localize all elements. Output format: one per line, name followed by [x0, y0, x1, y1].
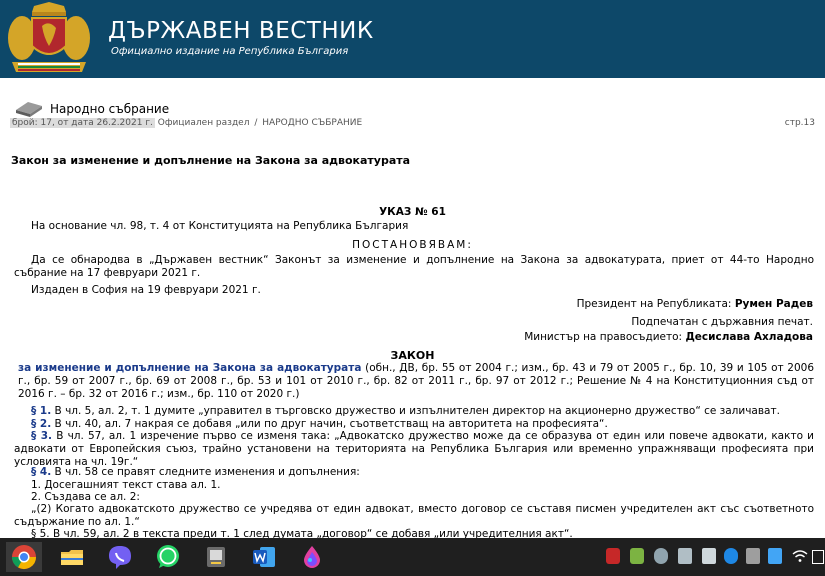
pdf-icon[interactable]: [606, 548, 620, 564]
list-item: 2. Създава се ал. 2:: [31, 491, 140, 503]
file-explorer-icon: [59, 544, 85, 570]
paint-icon: [299, 544, 325, 570]
law-heading: ЗАКОН: [390, 349, 435, 362]
law-references: (обн., ДВ, бр. 55 от 2004 г.; изм., бр. 43 и 79 от 2005 г., бр. 10, 39 и 105 от 2006 г., бр. 59 от 2007 г., бр. 69 от 2008 г., бр. 53 и 101 от 2010 г., бр. 82 от 2011 г., бр. 97 от 2012 г.; Решение № 4 на Конституционния съд от 2016 г. – бр. 32 от 2016 г.; изм., бр. 110 от 2020 г.): [18, 362, 814, 400]
minister-name: Десислава Ахладова: [685, 331, 813, 343]
minister-label: Министър на правосъдието:: [524, 331, 683, 343]
law-intro: [18, 362, 814, 401]
article-number[interactable]: § 2.: [31, 418, 52, 430]
tray-icon[interactable]: [746, 548, 760, 564]
article-text: В чл. 40, ал. 7 накрая се добавя „или по друг начин, съответстващ на авторитета на професията“.: [54, 418, 608, 430]
list-item: 1. Досегашният текст става ал. 1.: [31, 479, 221, 491]
taskbar-paint[interactable]: [294, 542, 330, 572]
taskbar-whatsapp[interactable]: [150, 542, 186, 572]
article-number[interactable]: § 4.: [31, 466, 52, 478]
chrome-icon: [11, 544, 37, 570]
breadcrumb: [10, 118, 815, 132]
site-header: [0, 0, 825, 78]
decree-heading: ПОСТАНОВЯВАМ:: [352, 239, 473, 251]
page-number: стр.13: [784, 118, 815, 128]
breadcrumb-subsection[interactable]: НАРОДНО СЪБРАНИЕ: [262, 118, 363, 128]
tray-icon[interactable]: [678, 548, 692, 564]
article-number[interactable]: § 1.: [31, 405, 52, 417]
minister-line: [10, 331, 813, 344]
viber-icon: [107, 544, 133, 570]
cut-off-line: § 5. В чл. 59, ал. 2 в текста преди т. 1 след думата „договор“ се добавя „или учредителния акт“.: [31, 528, 573, 538]
site-title[interactable]: ДЪРЖАВЕН ВЕСТНИК: [108, 18, 374, 44]
breadcrumb-section[interactable]: Официален раздел: [157, 118, 250, 128]
law-subtitle[interactable]: за изменение и допълнение на Закона за адвокатурата: [18, 362, 362, 374]
decree-basis: На основание чл. 98, т. 4 от Конституцията на Република България: [31, 220, 409, 232]
article-text: В чл. 57, ал. 1 изречение първо се изменя така: „Адвокатско дружество може да се образува от един или повече адвокати, както и адвокати от Европейския съюз, трайно установени на територията на Република България или временно упражняващи професията при условията на чл. 19г.“: [14, 430, 814, 468]
list-item: „(2) Когато адвокатското дружество се учредява от един адвокат, вместо договор се съставя писмен учредителен акт със съответното съдържание по ал. 1.“: [14, 503, 814, 528]
whatsapp-icon: [155, 544, 181, 570]
coat-of-arms-icon[interactable]: [4, 2, 94, 76]
decree-text: Да се обнародва в „Държавен вестник“ Законът за изменение и допълнение на Закона за адвокатурата, приет от 44-то Народно събрание на 17 февруари 2021 г.: [14, 254, 814, 279]
book-icon: [14, 98, 44, 118]
breadcrumb-separator: /: [254, 118, 258, 128]
notifications-icon[interactable]: [812, 550, 824, 564]
windows-taskbar: [0, 538, 825, 576]
president-line: [10, 298, 813, 311]
president-name: Румен Радев: [734, 298, 813, 310]
media-app-icon: [203, 544, 229, 570]
tray-icon[interactable]: [654, 548, 668, 564]
tray-icon[interactable]: [768, 548, 782, 564]
taskbar-media-app[interactable]: [198, 542, 234, 572]
article-text: В чл. 58 се правят следните изменения и допълнения:: [54, 466, 360, 478]
tray-icon[interactable]: [724, 548, 738, 564]
issued-date: Издаден в София на 19 февруари 2021 г.: [31, 284, 261, 296]
issue-info: брой: 17, от дата 26.2.2021 г.: [12, 118, 153, 128]
sealed-line: Подпечатан с държавния печат.: [631, 316, 813, 328]
word-icon: [251, 544, 277, 570]
taskbar-word[interactable]: [246, 542, 282, 572]
decree-title: УКАЗ № 61: [379, 206, 446, 218]
tray-icon[interactable]: [702, 548, 716, 564]
president-label: Президент на Републиката:: [576, 298, 732, 310]
wifi-icon[interactable]: [792, 549, 808, 563]
article-number[interactable]: § 3.: [31, 430, 53, 442]
taskbar-chrome[interactable]: [6, 542, 42, 572]
article-1: [14, 405, 814, 418]
section-label: Народно събрание: [50, 102, 170, 116]
article-3: [14, 430, 814, 469]
site-subtitle: Официално издание на Република България: [111, 46, 349, 57]
article-4: [14, 466, 814, 479]
taskbar-viber[interactable]: [102, 542, 138, 572]
tray-icon[interactable]: [630, 548, 644, 564]
article-text: В чл. 5, ал. 2, т. 1 думите „управител в търговско дружество и изпълнителен директор на акционерно дружество“ се заличават.: [54, 405, 780, 417]
taskbar-explorer[interactable]: [54, 542, 90, 572]
document-title: Закон за изменение и допълнение на Закона за адвокатурата: [11, 154, 411, 167]
